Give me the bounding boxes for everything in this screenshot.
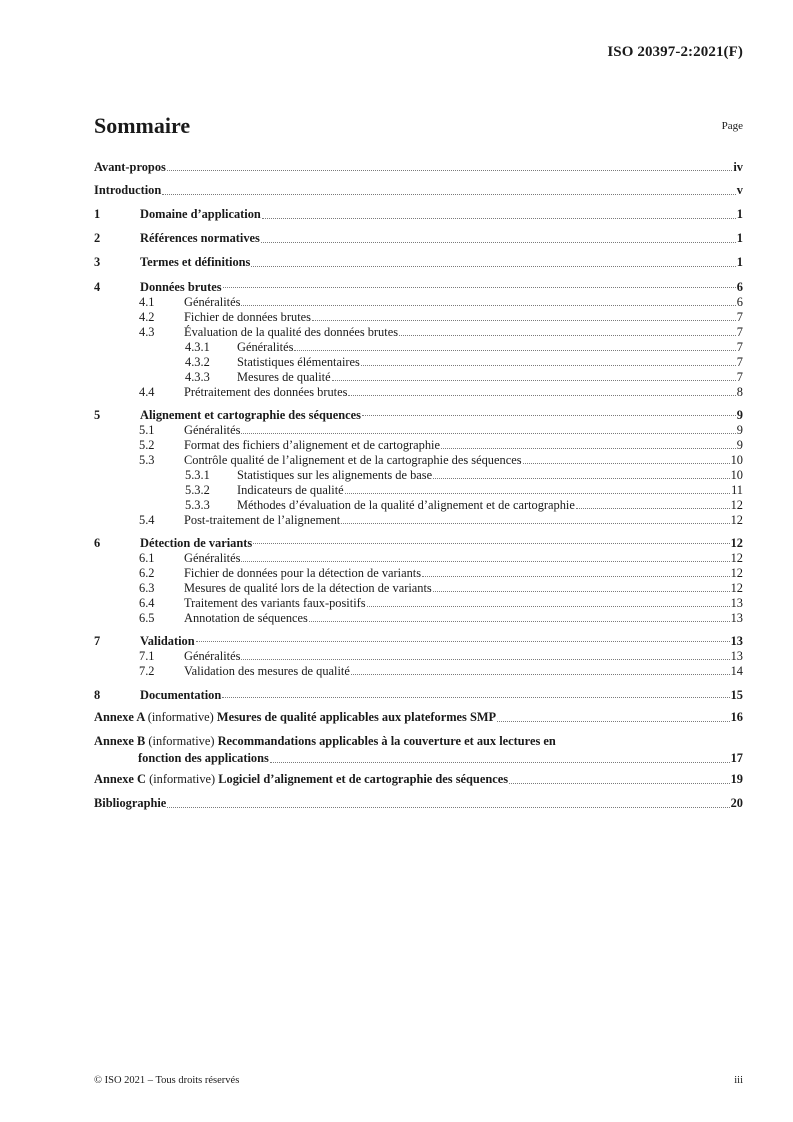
subsection-number: 6.5 bbox=[139, 611, 155, 625]
dot-leader bbox=[223, 286, 736, 288]
dot-leader bbox=[312, 319, 736, 321]
toc-entry-text: Introduction bbox=[94, 183, 162, 197]
subsubsection-number: 5.3.1 bbox=[185, 468, 210, 482]
subsection-page: 6 bbox=[736, 295, 743, 309]
annex-title: Logiciel d’alignement et de cartographie des séquences bbox=[218, 772, 509, 786]
subsection-page: 13 bbox=[730, 596, 743, 610]
section-number: 6 bbox=[94, 536, 101, 550]
subsection-page: 12 bbox=[730, 581, 743, 595]
subsection-title: Évaluation de la qualité des données brutes bbox=[184, 325, 399, 339]
subsection-page: 9 bbox=[736, 438, 743, 452]
annex-title-line-2 bbox=[94, 750, 743, 767]
subsection-number: 5.3 bbox=[139, 453, 155, 467]
subsection-page: 12 bbox=[730, 551, 743, 565]
subsection-page: 12 bbox=[730, 513, 743, 527]
toc-subsection-5-1[interactable] bbox=[94, 423, 743, 438]
dot-leader bbox=[433, 590, 730, 592]
dot-leader bbox=[367, 605, 730, 607]
section-title: Alignement et cartographie des séquences bbox=[140, 408, 361, 422]
page-column-label: Page bbox=[721, 120, 743, 132]
subsection-number: 6.1 bbox=[139, 551, 155, 565]
annex-type: (informative) bbox=[149, 772, 216, 786]
toc-subsection-4-3[interactable] bbox=[94, 325, 743, 340]
dot-leader bbox=[241, 304, 735, 306]
toc-section-8[interactable] bbox=[94, 679, 743, 705]
dot-leader bbox=[294, 349, 735, 351]
annex-title-continued: fonction des applications bbox=[138, 751, 269, 765]
subsubsection-page: 10 bbox=[730, 468, 743, 482]
subsection-title: Format des fichiers d’alignement et de cartographie bbox=[184, 438, 440, 452]
subsubsection-title: Mesures de qualité bbox=[237, 370, 331, 384]
subsubsection-page: 11 bbox=[731, 483, 743, 497]
section-title: Validation bbox=[140, 634, 195, 648]
subsection-number: 4.4 bbox=[139, 385, 155, 399]
section-title: Termes et définitions bbox=[140, 255, 251, 269]
subsection-number: 4.1 bbox=[139, 295, 155, 309]
subsection-page: 8 bbox=[736, 385, 743, 399]
annex-page: 19 bbox=[730, 772, 743, 786]
section-page: 9 bbox=[736, 408, 743, 422]
dot-leader bbox=[361, 364, 736, 366]
subsubsection-title: Indicateurs de qualité bbox=[237, 483, 344, 497]
subsection-title: Généralités bbox=[184, 551, 241, 565]
subsection-title: Prétraitement des données brutes bbox=[184, 385, 348, 399]
annex-label: Annexe A bbox=[94, 710, 145, 724]
annex-type: (informative) bbox=[148, 734, 215, 748]
toc-section-3[interactable] bbox=[94, 250, 743, 274]
annex-label: Annexe B bbox=[94, 734, 146, 748]
toc-section-4[interactable] bbox=[94, 274, 743, 295]
toc-subsubsection-5-3-3[interactable] bbox=[94, 498, 743, 513]
dot-leader bbox=[433, 477, 729, 479]
subsubsection-title: Statistiques élémentaires bbox=[237, 355, 360, 369]
subsubsection-title: Généralités bbox=[237, 340, 294, 354]
section-title: Documentation bbox=[140, 688, 222, 702]
section-number: 1 bbox=[94, 207, 101, 221]
subsection-number: 4.2 bbox=[139, 310, 155, 324]
page-title: Sommaire bbox=[94, 113, 191, 138]
toc-subsection-5-3[interactable] bbox=[94, 453, 743, 468]
toc-entry-text: Bibliographie bbox=[94, 796, 167, 810]
section-page: 1 bbox=[736, 207, 743, 221]
subsection-page: 12 bbox=[730, 566, 743, 580]
subsubsection-number: 4.3.2 bbox=[185, 355, 210, 369]
subsubsection-number: 4.3.3 bbox=[185, 370, 210, 384]
toc-subsection-4-4[interactable] bbox=[94, 385, 743, 400]
table-of-contents bbox=[94, 156, 743, 815]
dot-leader bbox=[167, 169, 733, 171]
subsection-page: 10 bbox=[730, 453, 743, 467]
section-number: 5 bbox=[94, 408, 101, 422]
dot-leader bbox=[241, 658, 729, 660]
dot-leader bbox=[222, 696, 729, 698]
subsection-page: 13 bbox=[730, 611, 743, 625]
section-number: 4 bbox=[94, 280, 101, 294]
subsection-title: Annotation de séquences bbox=[184, 611, 308, 625]
section-page: 1 bbox=[736, 255, 743, 269]
toc-subsection-4-2[interactable] bbox=[94, 310, 743, 325]
subsection-number: 6.3 bbox=[139, 581, 155, 595]
subsection-page: 14 bbox=[730, 664, 743, 678]
toc-subsection-4-1[interactable] bbox=[94, 295, 743, 310]
subsubsection-page: 12 bbox=[730, 498, 743, 512]
dot-leader bbox=[497, 720, 729, 722]
dot-leader bbox=[345, 492, 730, 494]
footer-page-number: iii bbox=[734, 1075, 743, 1086]
toc-section-1[interactable] bbox=[94, 202, 743, 226]
subsection-title: Contrôle qualité de l’alignement et de la cartographie des séquences bbox=[184, 453, 522, 467]
toc-section-7[interactable] bbox=[94, 626, 743, 649]
toc-entry-text: Avant-propos bbox=[94, 160, 166, 174]
section-number: 8 bbox=[94, 688, 101, 702]
subsubsection-number: 5.3.3 bbox=[185, 498, 210, 512]
subsection-number: 5.1 bbox=[139, 423, 155, 437]
subsection-page: 9 bbox=[736, 423, 743, 437]
toc-subsection-6-3[interactable] bbox=[94, 581, 743, 596]
dot-leader bbox=[196, 640, 730, 642]
dot-leader bbox=[399, 334, 736, 336]
dot-leader bbox=[241, 560, 729, 562]
subsubsection-page: 7 bbox=[736, 370, 743, 384]
subsection-title: Post-traitement de l’alignement bbox=[184, 513, 341, 527]
dot-leader bbox=[362, 414, 736, 416]
toc-subsection-5-4[interactable] bbox=[94, 513, 743, 528]
toc-entry-page: iv bbox=[733, 160, 743, 174]
dot-leader bbox=[309, 620, 730, 622]
section-title: Références normatives bbox=[140, 231, 260, 245]
subsection-number: 5.4 bbox=[139, 513, 155, 527]
dot-leader bbox=[422, 575, 730, 577]
subsection-page: 7 bbox=[736, 325, 743, 339]
dot-leader bbox=[332, 379, 736, 381]
toc-entry-avant-propos[interactable] bbox=[94, 156, 743, 178]
dot-leader bbox=[509, 782, 730, 784]
toc-subsubsection-5-3-1[interactable] bbox=[94, 468, 743, 483]
annex-title-line bbox=[94, 767, 508, 791]
toc-subsubsection-4-3-3[interactable] bbox=[94, 370, 743, 385]
section-title: Domaine d’application bbox=[140, 207, 261, 221]
toc-annex-a[interactable] bbox=[94, 705, 743, 729]
section-page: 12 bbox=[730, 536, 743, 550]
annex-page: 17 bbox=[730, 751, 743, 765]
toc-entry-introduction[interactable] bbox=[94, 178, 743, 202]
subsection-title: Traitement des variants faux-positifs bbox=[184, 596, 366, 610]
document-id: ISO 20397-2:2021(F) bbox=[607, 44, 743, 60]
subsection-title: Généralités bbox=[184, 295, 241, 309]
dot-leader bbox=[251, 265, 735, 267]
toc-section-2[interactable] bbox=[94, 226, 743, 250]
toc-section-6[interactable] bbox=[94, 528, 743, 551]
toc-entry-bibliographie[interactable] bbox=[94, 791, 743, 815]
section-page: 1 bbox=[736, 231, 743, 245]
subsubsection-title: Statistiques sur les alignements de base bbox=[237, 468, 433, 482]
section-page: 13 bbox=[730, 634, 743, 648]
toc-subsubsection-4-3-1[interactable] bbox=[94, 340, 743, 355]
toc-subsection-6-4[interactable] bbox=[94, 596, 743, 611]
dot-leader bbox=[270, 761, 730, 763]
toc-annex-c[interactable] bbox=[94, 767, 743, 791]
annex-title-line-1 bbox=[94, 729, 743, 750]
subsection-page: 13 bbox=[730, 649, 743, 663]
section-number: 3 bbox=[94, 255, 101, 269]
dot-leader bbox=[348, 394, 735, 396]
annex-title: Mesures de qualité applicables aux plateformes SMP bbox=[216, 710, 497, 724]
subsection-page: 7 bbox=[736, 310, 743, 324]
dot-leader bbox=[261, 241, 736, 243]
subsection-number: 4.3 bbox=[139, 325, 155, 339]
annex-label: Annexe C bbox=[94, 772, 146, 786]
subsection-title: Généralités bbox=[184, 649, 241, 663]
subsection-number: 6.4 bbox=[139, 596, 155, 610]
toc-subsection-5-2[interactable] bbox=[94, 438, 743, 453]
dot-leader bbox=[253, 542, 729, 544]
subsubsection-number: 5.3.2 bbox=[185, 483, 210, 497]
section-number: 2 bbox=[94, 231, 101, 245]
subsection-title: Fichier de données brutes bbox=[184, 310, 311, 324]
subsubsection-number: 4.3.1 bbox=[185, 340, 210, 354]
dot-leader bbox=[441, 447, 736, 449]
dot-leader bbox=[167, 806, 729, 808]
subsection-title: Validation des mesures de qualité bbox=[184, 664, 350, 678]
annex-title-line bbox=[94, 705, 496, 729]
annex-page: 16 bbox=[730, 710, 743, 724]
section-title: Données brutes bbox=[140, 280, 222, 294]
subsection-number: 6.2 bbox=[139, 566, 155, 580]
subsection-title: Généralités bbox=[184, 423, 241, 437]
subsubsection-page: 7 bbox=[736, 355, 743, 369]
subsection-number: 5.2 bbox=[139, 438, 155, 452]
toc-subsubsection-5-3-2[interactable] bbox=[94, 483, 743, 498]
dot-leader bbox=[241, 432, 735, 434]
toc-subsection-7-1[interactable] bbox=[94, 649, 743, 664]
dot-leader bbox=[262, 217, 736, 219]
annex-type: (informative) bbox=[147, 710, 214, 724]
annex-title: Recommandations applicables à la couverture et aux lectures en bbox=[217, 734, 556, 748]
section-title: Détection de variants bbox=[140, 536, 253, 550]
subsection-title: Mesures de qualité lors de la détection de variants bbox=[184, 581, 432, 595]
subsection-title: Fichier de données pour la détection de variants bbox=[184, 566, 422, 580]
section-page: 6 bbox=[736, 280, 743, 294]
toc-annex-b[interactable] bbox=[94, 729, 743, 767]
dot-leader bbox=[341, 522, 729, 524]
toc-subsection-6-2[interactable] bbox=[94, 566, 743, 581]
toc-section-5[interactable] bbox=[94, 400, 743, 423]
toc-subsection-7-2[interactable] bbox=[94, 664, 743, 679]
subsubsection-page: 7 bbox=[736, 340, 743, 354]
subsubsection-title: Méthodes d’évaluation de la qualité d’alignement et de cartographie bbox=[237, 498, 575, 512]
subsection-number: 7.1 bbox=[139, 649, 155, 663]
dot-leader bbox=[523, 462, 730, 464]
section-number: 7 bbox=[94, 634, 101, 648]
dot-leader bbox=[576, 507, 730, 509]
toc-subsection-6-5[interactable] bbox=[94, 611, 743, 626]
toc-subsection-6-1[interactable] bbox=[94, 551, 743, 566]
toc-entry-page: v bbox=[736, 183, 743, 197]
toc-entry-page: 20 bbox=[730, 796, 743, 810]
footer-copyright: © ISO 2021 – Tous droits réservés bbox=[94, 1075, 240, 1086]
dot-leader bbox=[162, 193, 736, 195]
section-page: 15 bbox=[730, 688, 743, 702]
toc-subsubsection-4-3-2[interactable] bbox=[94, 355, 743, 370]
subsection-number: 7.2 bbox=[139, 664, 155, 678]
dot-leader bbox=[351, 673, 730, 675]
